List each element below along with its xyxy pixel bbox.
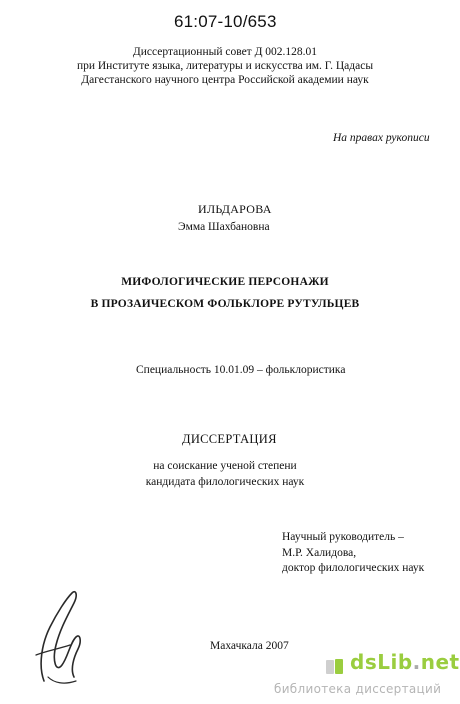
degree-line-1: на соискание ученой степени (153, 460, 297, 472)
thesis-title-line-1: МИФОЛОГИЧЕСКИЕ ПЕРСОНАЖИ (121, 276, 329, 288)
council-line-2: при Институте языка, литературы и искусства им. Г. Цадасы (76, 60, 374, 72)
degree-line-2: кандидата филологических наук (145, 476, 305, 488)
author-surname: ИЛЬДАРОВА (198, 202, 272, 216)
logo-brand-tld: net (420, 650, 460, 674)
logo-brand-name: dsLib (350, 650, 413, 674)
dslib-watermark-logo (266, 650, 460, 704)
council-line-3: Дагестанского научного центра Российской академии наук (81, 74, 369, 86)
catalog-code: 61:07-10/653 (174, 12, 277, 31)
logo-caption: библиотека диссертаций (274, 682, 442, 696)
handwritten-signature (30, 585, 94, 689)
author-given-names: Эмма Шахбановна (178, 221, 270, 233)
supervisor-block (282, 530, 424, 577)
supervisor-line-3: доктор филологических наук (282, 562, 425, 574)
city-year: Махачкала 2007 (210, 640, 289, 652)
manuscript-rights-note: На правах рукописи (333, 132, 430, 144)
thesis-title-line-2: В ПРОЗАИЧЕСКОМ ФОЛЬКЛОРЕ РУТУЛЬЦЕВ (90, 298, 360, 310)
supervisor-line-2: М.Р. Халидова, (282, 546, 357, 559)
specialty-line: Специальность 10.01.09 – фольклористика (136, 364, 346, 376)
council-line-1: Диссертационный совет Д 002.128.01 (132, 46, 318, 58)
logo-brand: dsLib.net (350, 650, 460, 674)
book-icon (324, 656, 346, 678)
document-type-heading: ДИССЕРТАЦИЯ (182, 432, 277, 446)
supervisor-line-1: Научный руководитель – (282, 531, 404, 543)
